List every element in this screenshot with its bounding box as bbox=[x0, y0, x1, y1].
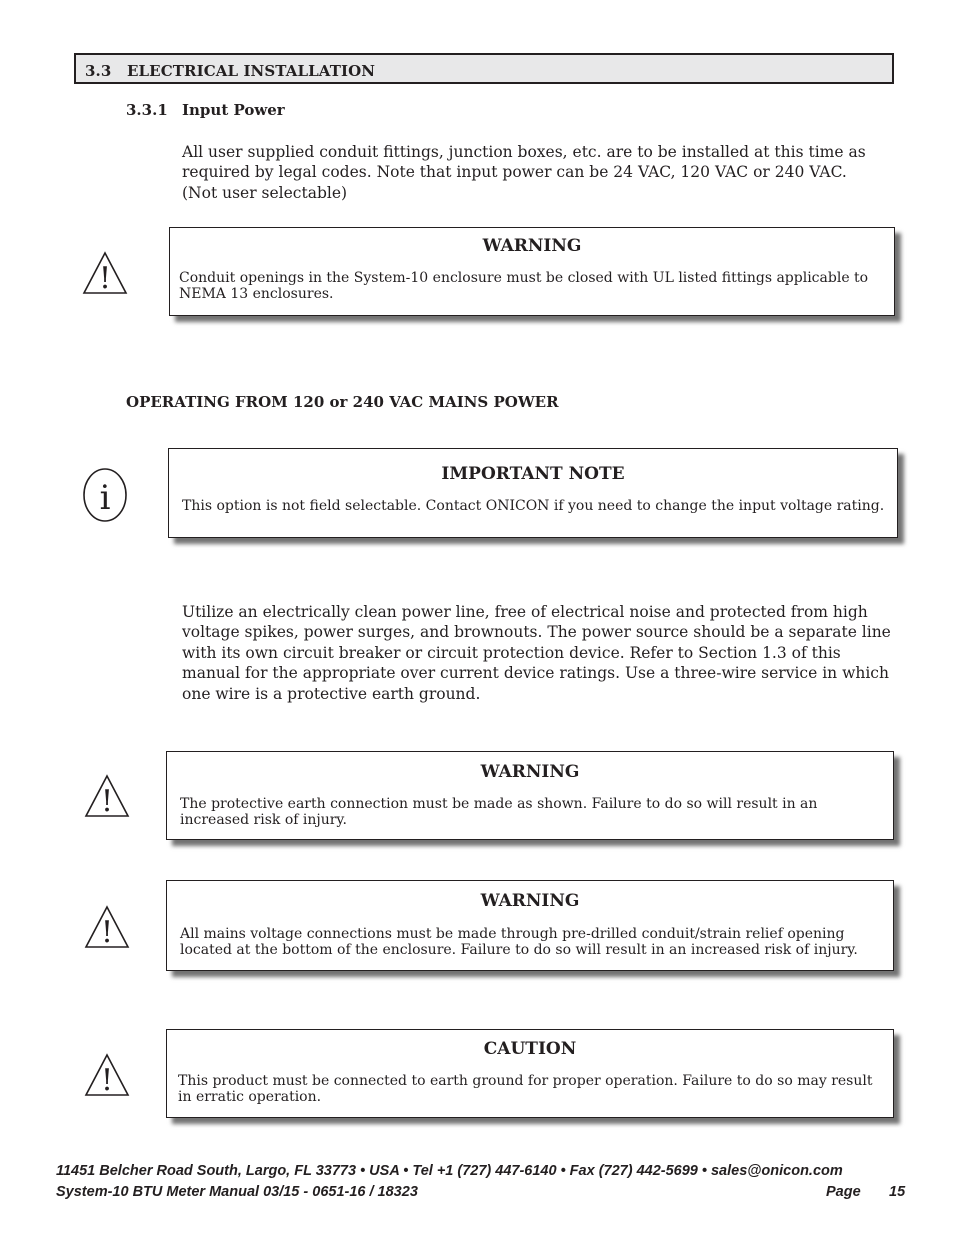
info-icon bbox=[82, 467, 130, 523]
intro-line: All user supplied conduit fittings, junction boxes, etc. are to be installed at this time as bbox=[182, 143, 866, 161]
power-line: Utilize an electrically clean power line, free of electrical noise and protected from high bbox=[182, 603, 868, 621]
caution-line: in erratic operation. bbox=[178, 1089, 322, 1105]
warning-triangle-icon bbox=[84, 774, 130, 818]
intro-paragraph bbox=[182, 142, 866, 203]
subsection-number: 3.3.1 bbox=[126, 101, 168, 119]
footer-manual: System-10 BTU Meter Manual 03/15 - 0651-16 / 18323 bbox=[56, 1184, 418, 1200]
warning-box bbox=[166, 880, 894, 971]
warning-title: WARNING bbox=[480, 762, 580, 782]
important-note-title: IMPORTANT NOTE bbox=[441, 464, 625, 484]
section-title: ELECTRICAL INSTALLATION bbox=[127, 62, 376, 80]
warning-text bbox=[179, 270, 868, 302]
intro-line: required by legal codes. Note that input power can be 24 VAC, 120 VAC or 240 VAC. bbox=[182, 163, 847, 182]
subsection-title: Input Power bbox=[182, 101, 285, 119]
power-line: with its own circuit breaker or circuit protection device. Refer to Section 1.3 of this bbox=[182, 643, 841, 662]
footer-page-label: Page bbox=[826, 1184, 861, 1200]
warning-title: WARNING bbox=[480, 891, 580, 911]
warning-line: Conduit openings in the System-10 enclosure must be closed with UL listed fittings applicable to bbox=[179, 270, 869, 286]
warning-mark: ! bbox=[98, 261, 112, 295]
caution-text bbox=[178, 1073, 872, 1105]
caution-title: CAUTION bbox=[483, 1039, 577, 1059]
warning-line: All mains voltage connections must be made through pre-drilled conduit/strain relief opening bbox=[180, 926, 845, 942]
section-number: 3.3 bbox=[85, 62, 112, 80]
warning-box bbox=[169, 227, 895, 316]
caution-box bbox=[166, 1029, 894, 1118]
section-header bbox=[74, 53, 894, 84]
caution-mark: ! bbox=[100, 1063, 114, 1097]
warning-text bbox=[180, 926, 858, 958]
warning-line: NEMA 13 enclosures. bbox=[179, 286, 334, 302]
warning-line: The protective earth connection must be made as shown. Failure to do so will result in an bbox=[180, 796, 818, 812]
important-note-text bbox=[182, 498, 884, 514]
footer-address: 11451 Belcher Road South, Largo, FL 33773 • USA • Tel +1 (727) 447-6140 • Fax (727) 442-5699 • sales@onicon.com bbox=[56, 1163, 843, 1179]
warning-text bbox=[180, 796, 817, 828]
caution-line: This product must be connected to earth ground for proper operation. Failure to do so may result bbox=[178, 1073, 873, 1089]
info-mark: i bbox=[99, 478, 111, 518]
warning-box bbox=[166, 751, 894, 840]
power-line: one wire is a protective earth ground. bbox=[182, 684, 481, 703]
caution-triangle-icon bbox=[84, 1053, 130, 1097]
warning-title: WARNING bbox=[482, 236, 582, 256]
warning-mark: ! bbox=[100, 915, 114, 949]
important-note-line: This option is not field selectable. Contact ONICON if you need to change the input voltage rating. bbox=[182, 498, 885, 514]
warning-line: located at the bottom of the enclosure. Failure to do so will result in an increased risk of injury. bbox=[180, 942, 858, 958]
power-line: voltage spikes, power surges, and brownouts. The power source should be a separate line bbox=[182, 623, 891, 642]
operating-heading: OPERATING FROM 120 or 240 VAC MAINS POWER bbox=[126, 393, 559, 411]
important-note-box bbox=[168, 448, 898, 538]
intro-line: (Not user selectable) bbox=[182, 183, 348, 202]
power-paragraph bbox=[182, 602, 891, 704]
warning-line: increased risk of injury. bbox=[180, 812, 347, 828]
warning-triangle-icon bbox=[84, 905, 130, 949]
warning-mark: ! bbox=[100, 784, 114, 818]
power-line: manual for the appropriate over current device ratings. Use a three-wire service in which bbox=[182, 664, 889, 683]
footer-page-number: 15 bbox=[889, 1184, 906, 1200]
warning-triangle-icon bbox=[82, 251, 128, 295]
